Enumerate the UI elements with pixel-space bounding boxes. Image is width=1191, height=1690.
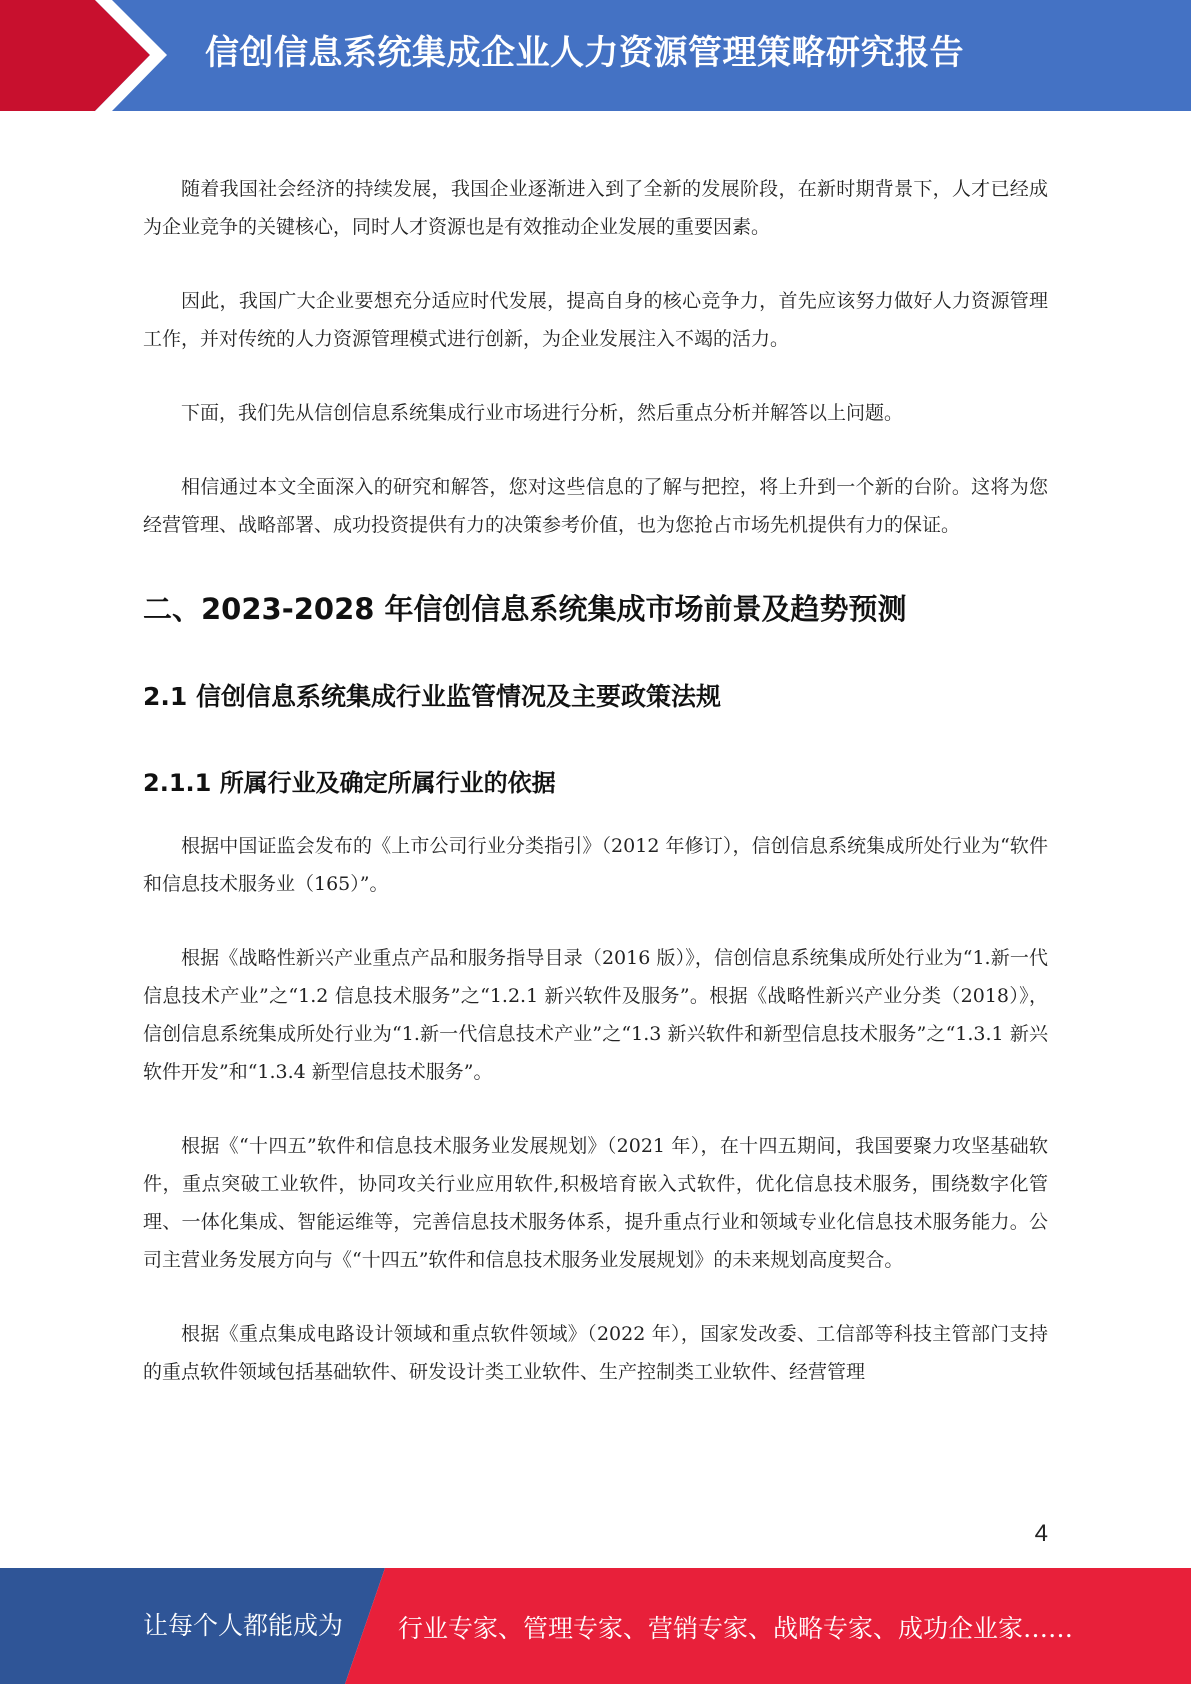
body-paragraph: 根据中国证监会发布的《上市公司行业分类指引》（2012 年修订），信创信息系统集成所处行业为“软件和信息技术服务业（165）”。 bbox=[143, 835, 1048, 895]
page-header-banner bbox=[0, 0, 1191, 111]
subsection-heading: 2.1 信创信息系统集成行业监管情况及主要政策法规 bbox=[143, 682, 721, 711]
subsubsection-heading: 2.1.1 所属行业及确定所属行业的依据 bbox=[143, 769, 556, 797]
body-paragraph: 根据《重点集成电路设计领域和重点软件领域》（2022 年），国家发改委、工信部等科技主管部门支持的重点软件领域包括基础软件、研发设计类工业软件、生产控制类工业软件、经营管理 bbox=[143, 1323, 1048, 1383]
page-number: 4 bbox=[1034, 1520, 1048, 1547]
intro-paragraph: 相信通过本文全面深入的研究和解答，您对这些信息的了解与把控，将上升到一个新的台阶。这将为您经营管理、战略部署、成功投资提供有力的决策参考价值，也为您抢占市场先机提供有力的保证。 bbox=[143, 476, 1048, 536]
intro-paragraph: 随着我国社会经济的持续发展，我国企业逐渐进入到了全新的发展阶段，在新时期背景下，人才已经成为企业竞争的关键核心，同时人才资源也是有效推动企业发展的重要因素。 bbox=[143, 178, 1048, 238]
page-footer-banner bbox=[0, 1568, 1191, 1684]
footer-slogan-right: 行业专家、管理专家、营销专家、战略专家、成功企业家…… bbox=[398, 1614, 1074, 1643]
body-paragraph: 根据《战略性新兴产业重点产品和服务指导目录（2016 版）》，信创信息系统集成所处行业为“1.新一代信息技术产业”之“1.2 信息技术服务”之“1.2.1 新兴软件及服务”。根据《战略性新兴产业分类（2018）》，信创信息系统集成所处行业为“1.新一代信息技术产业”之“1.3 新兴软件和新型信息技术服务”之“1.3.1 新兴软件开发”和“1.3.4 新型信息技术服务”。 bbox=[143, 947, 1048, 1083]
footer-slogan-left: 让每个人都能成为 bbox=[143, 1611, 344, 1640]
body-paragraph: 根据《“十四五”软件和信息技术服务业发展规划》（2021 年），在十四五期间，我国要聚力攻坚基础软件，重点突破工业软件，协同攻关行业应用软件,积极培育嵌入式软件，优化信息技术服务，围绕数字化管理、一体化集成、智能运维等，完善信息技术服务体系，提升重点行业和领域专业化信息技术服务能力。公司主营业务发展方向与《“十四五”软件和信息技术服务业发展规划》的未来规划高度契合。 bbox=[143, 1135, 1048, 1271]
report-title: 信创信息系统集成企业人力资源管理策略研究报告 bbox=[205, 33, 964, 73]
section-heading: 二、2023-2028 年信创信息系统集成市场前景及趋势预测 bbox=[143, 592, 907, 626]
page-body bbox=[143, 170, 1048, 1391]
intro-paragraph: 因此，我国广大企业要想充分适应时代发展，提高自身的核心竞争力，首先应该努力做好人力资源管理工作，并对传统的人力资源管理模式进行创新，为企业发展注入不竭的活力。 bbox=[143, 290, 1048, 350]
intro-paragraph: 下面，我们先从信创信息系统集成行业市场进行分析，然后重点分析并解答以上问题。 bbox=[181, 402, 904, 424]
